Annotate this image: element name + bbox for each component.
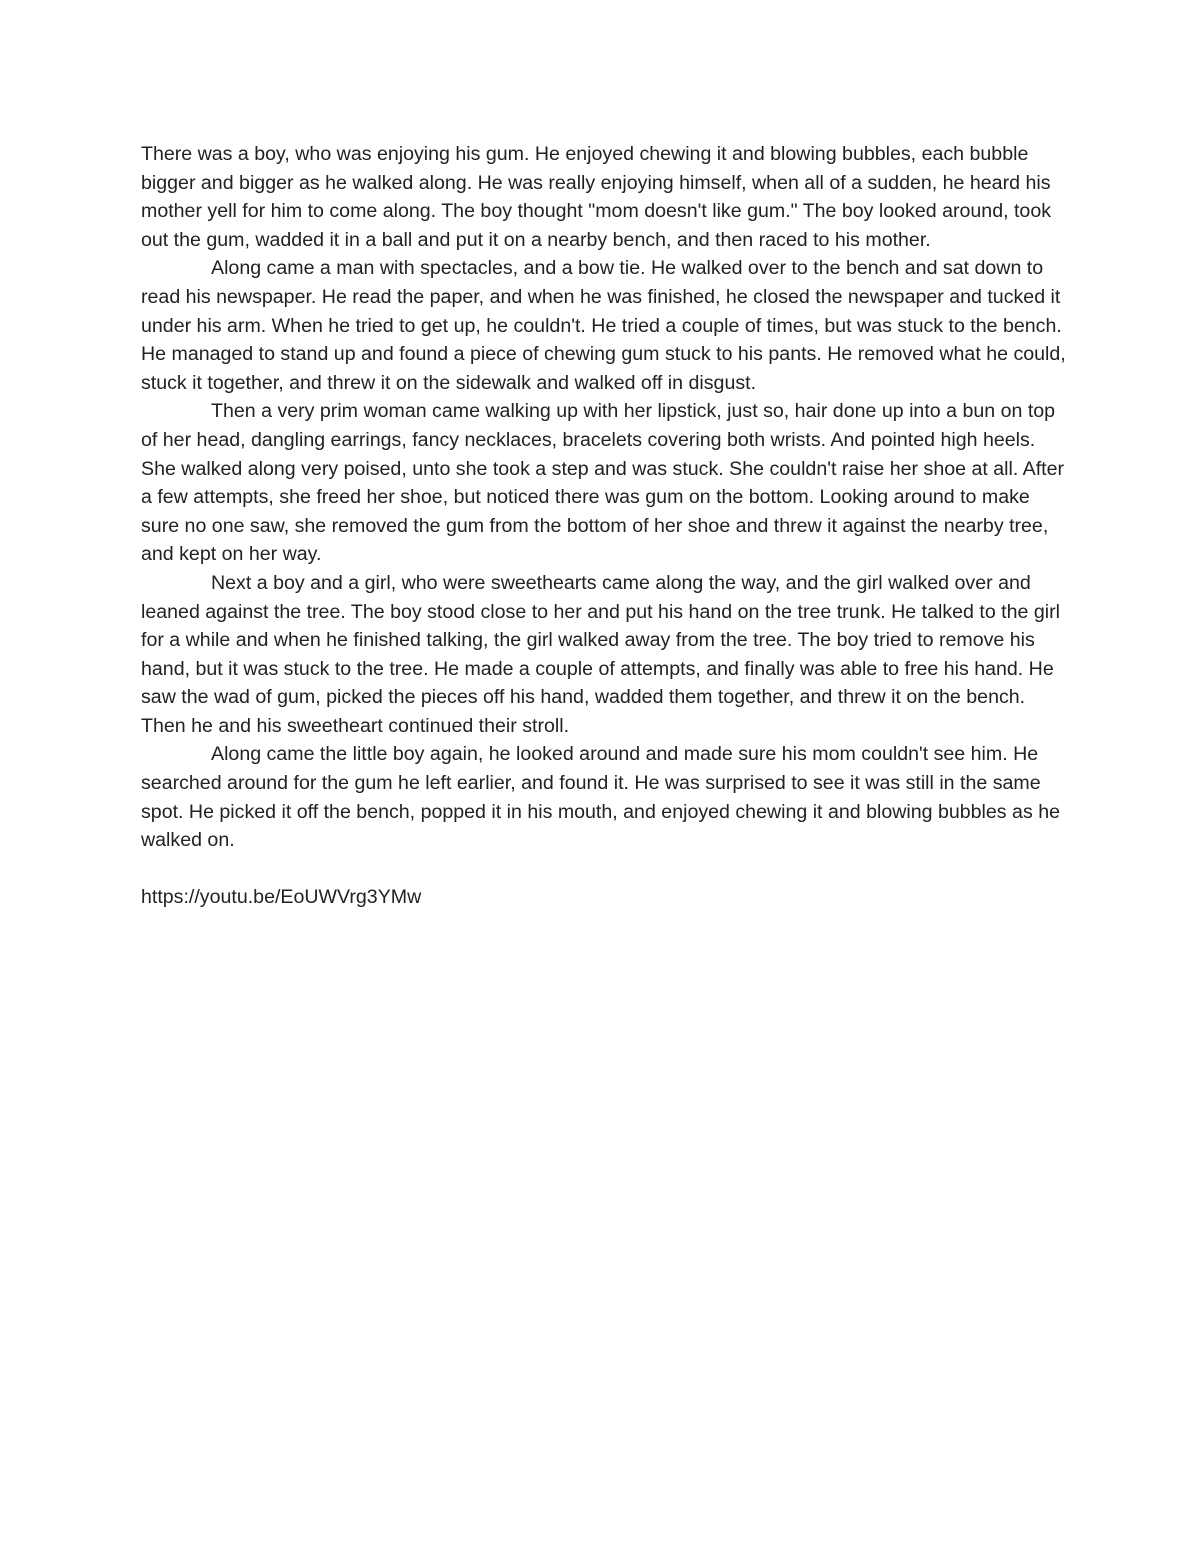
paragraph-3: Then a very prim woman came walking up with her lipstick, just so, hair done up into a bun on top of her head, dangling earrings, fancy necklaces, bracelets covering both wrists. And pointed high heels. She walked along very poised, unto she took a step and was stuck. She couldn't raise her shoe at all. After a few attempts, she freed her shoe, but noticed there was gum on the bottom. Looking around to make sure no one saw, she removed the gum from the bottom of her shoe and threw it against the nearby tree, and kept on her way. [141, 400, 1065, 566]
paragraph-5: Along came the little boy again, he looked around and made sure his mom couldn't see him. He searched around for the gum he left earlier, and found it. He was surprised to see it was still in the same spot. He picked it off the bench, popped it in his mouth, and enjoyed chewing it and blowing bubbles as he walked on. [141, 743, 1060, 852]
paragraph-1: There was a boy, who was enjoying his gum. He enjoyed chewing it and blowing bubbles, each bubble bigger and bigger as he walked along. He was really enjoying himself, when all of a sudden, he heard his mother yell for him to come along. The boy thought "mom doesn't like gum." The boy looked around, took out the gum, wadded it in a ball and put it on a nearby bench, and then raced to his mother. [141, 143, 1052, 251]
paragraph-4: Next a boy and a girl, who were sweethearts came along the way, and the girl walked over and leaned against the tree. The boy stood close to her and put his hand on the tree trunk. He talked to the girl for a while and when he finished talking, the girl walked away from the tree. The boy tried to remove his hand, but it was stuck to the tree. He made a couple of attempts, and finally was able to free his hand. He saw the wad of gum, picked the pieces off his hand, wadded them together, and threw it on the bench. Then he and his sweetheart continued their stroll. [141, 571, 1060, 737]
video-link[interactable]: https://youtu.be/EoUWVrg3YMw [141, 886, 422, 909]
paragraph-2: Along came a man with spectacles, and a bow tie. He walked over to the bench and sat down to read his newspaper. He read the paper, and when he was finished, he closed the newspaper and tucked it under his arm. When he tried to get up, he couldn't. He tried a couple of times, but was stuck to the bench. He managed to stand up and found a piece of chewing gum stuck to his pants. He removed what he could, stuck it together, and threw it on the sidewalk and walked off in disgust. [141, 257, 1066, 394]
document-body [141, 140, 1066, 912]
